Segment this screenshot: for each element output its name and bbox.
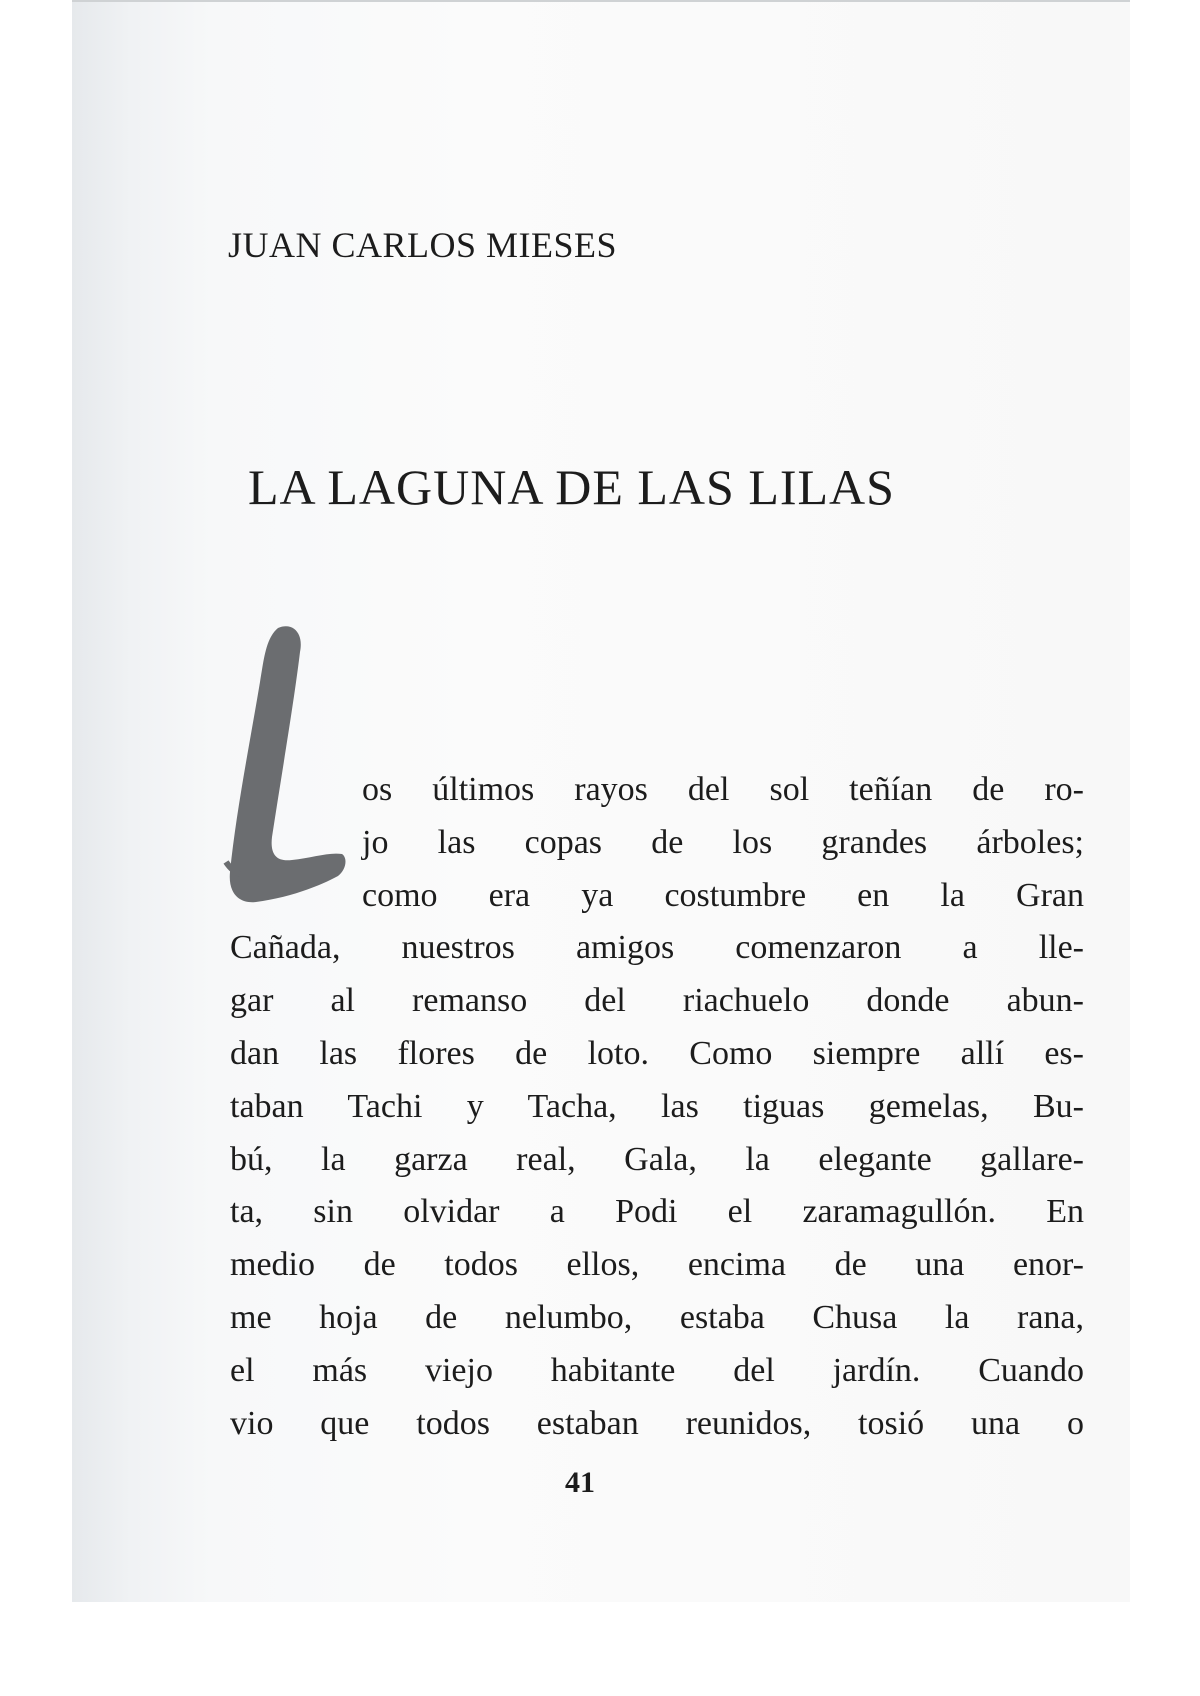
text-line: medio de todos ellos, encima de una enor- xyxy=(230,1246,1084,1284)
text-line: jo las copas de los grandes árboles; xyxy=(362,823,1084,861)
text-line: bú, la garza real, Gala, la elegante gallare- xyxy=(230,1140,1084,1178)
text-line: os últimos rayos del sol teñían de ro- xyxy=(362,771,1084,808)
page-number: 41 xyxy=(565,1466,595,1499)
text-line: gar al remanso del riachuelo donde abun- xyxy=(230,982,1084,1020)
text-line: vio que todos estaban reunidos, tosió una o xyxy=(230,1404,1084,1442)
text-line: taban Tachi y Tacha, las tiguas gemelas, Bu- xyxy=(230,1087,1084,1125)
story-title: LA LAGUNA DE LAS LILAS xyxy=(248,459,895,515)
book-page xyxy=(72,0,1130,1602)
text-line: Cañada, nuestros amigos comenzaron a lle- xyxy=(230,929,1084,967)
bleed-through-text xyxy=(152,92,1132,132)
text-line: el más viejo habitante del jardín. Cuando xyxy=(230,1351,1084,1389)
author-name: JUAN CARLOS MIESES xyxy=(228,225,618,265)
story-body xyxy=(230,764,1084,1450)
text-line: dan las flores de loto. Como siempre allí es- xyxy=(230,1034,1084,1072)
text-line: ta, sin olvidar a Podi el zaramagullón. En xyxy=(230,1193,1084,1231)
text-line: me hoja de nelumbo, estaba Chusa la rana, xyxy=(230,1298,1084,1336)
text-line: como era ya costumbre en la Gran xyxy=(362,876,1084,914)
